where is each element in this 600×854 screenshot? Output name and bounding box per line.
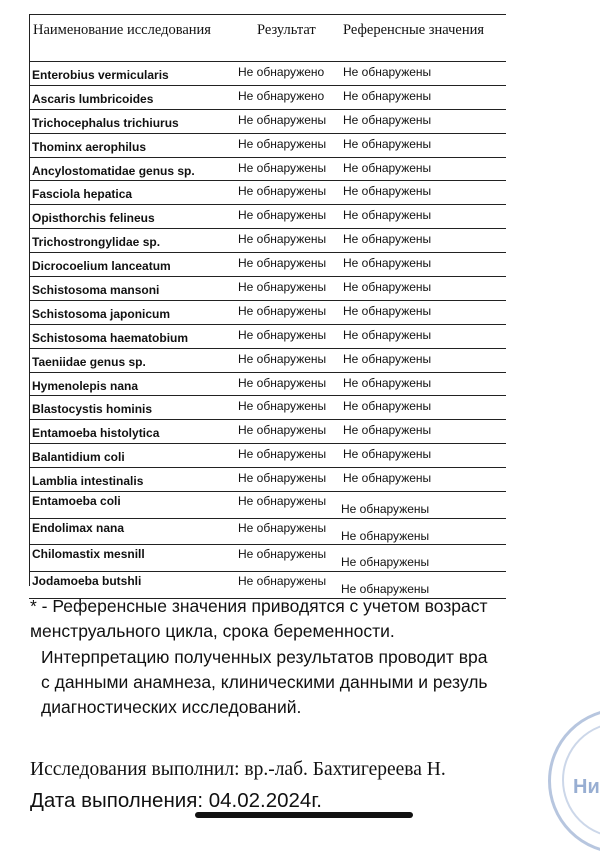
cell-result: Не обнаружены [238, 112, 327, 127]
cell-reference: Не обнаружены [343, 208, 432, 223]
cell-result: Не обнаружены [238, 574, 327, 589]
cell-reference: Не обнаружены [343, 447, 432, 462]
cell-name: Blastocystis hominis [32, 402, 153, 417]
cell-reference: Не обнаружены [341, 528, 430, 543]
cell-result: Не обнаружены [238, 184, 327, 199]
cell-reference: Не обнаружены [343, 160, 432, 175]
footnote-line-1: * - Референсные значения приводятся с учетом возраст [30, 596, 488, 616]
header-result: Результат [257, 22, 316, 38]
cell-reference: Не обнаружены [343, 136, 432, 151]
cell-name: Entamoeba coli [32, 494, 121, 509]
cell-result: Не обнаружены [238, 208, 327, 223]
cell-reference: Не обнаружены [343, 471, 432, 486]
cell-reference: Не обнаружены [341, 555, 430, 570]
cell-name: Balantidium coli [32, 450, 125, 465]
cell-reference: Не обнаружены [341, 582, 430, 597]
cell-result: Не обнаружены [238, 136, 327, 151]
interpretation-line-1: Интерпретацию полученных результатов проводит вра [41, 647, 488, 667]
cell-name: Chilomastix mesnill [32, 547, 145, 562]
stamp-text: Ни [573, 776, 600, 798]
cell-result: Не обнаружены [238, 351, 327, 366]
cell-result: Не обнаружены [238, 494, 327, 509]
table-row [29, 492, 506, 519]
cell-result: Не обнаружены [238, 423, 327, 438]
cell-reference: Не обнаружены [343, 280, 432, 295]
performer-line: Исследования выполнил: вр.-лаб. Бахтигереева Н. [30, 759, 446, 780]
cell-reference: Не обнаружены [343, 184, 432, 199]
table-row [29, 110, 506, 134]
cell-result: Не обнаружены [238, 547, 327, 562]
table-row [29, 277, 506, 301]
date-line: Дата выполнения: 04.02.2024г. [30, 789, 322, 812]
table-row [29, 205, 506, 229]
cell-reference: Не обнаружены [343, 112, 432, 127]
cell-name: Trichocephalus trichiurus [32, 115, 179, 130]
cell-result: Не обнаружено [238, 65, 325, 79]
cell-reference: Не обнаружены [343, 327, 432, 342]
cell-reference: Не обнаружены [343, 351, 432, 366]
interpretation-note [41, 645, 488, 720]
table-row [29, 253, 506, 277]
cell-name: Jodamoeba butshli [32, 574, 142, 589]
cell-reference: Не обнаружены [343, 375, 432, 390]
table-row [29, 396, 506, 420]
cell-name: Entamoeba histolytica [32, 426, 160, 441]
cell-name: Fasciola hepatica [32, 187, 133, 202]
table-row [29, 373, 506, 397]
table-row [29, 468, 506, 492]
table-row [29, 86, 506, 110]
cell-result: Не обнаружены [238, 256, 327, 271]
cell-name: Trichostrongylidae sp. [32, 235, 161, 250]
cell-name: Opisthorchis felineus [32, 211, 155, 226]
cell-reference: Не обнаружены [343, 399, 432, 414]
table-row [29, 62, 506, 86]
table-row [29, 134, 506, 158]
cell-reference: Не обнаружены [343, 232, 432, 247]
cell-name: Enterobius vermicularis [32, 68, 169, 82]
cell-reference: Не обнаружены [343, 256, 432, 271]
cell-reference: Не обнаружены [343, 65, 432, 79]
cell-name: Dicrocoelium lanceatum [32, 259, 171, 274]
cell-result: Не обнаружены [238, 375, 327, 390]
results-table [29, 14, 506, 599]
cell-result: Не обнаружены [238, 399, 327, 414]
interpretation-line-2: с данными анамнеза, клиническими данными и резуль [41, 672, 488, 692]
table-header [29, 14, 506, 62]
cell-reference: Не обнаружены [341, 502, 430, 517]
table-row [29, 444, 506, 468]
cell-reference: Не обнаружены [343, 303, 432, 318]
interpretation-line-3: диагностических исследований. [41, 697, 302, 717]
table-row [29, 519, 506, 546]
header-reference: Референсные значения [343, 22, 485, 38]
table-body [29, 62, 506, 599]
cell-name: Ascaris lumbricoides [32, 91, 154, 106]
cell-name: Schistosoma haematobium [32, 330, 189, 345]
table-row [29, 229, 506, 253]
cell-name: Schistosoma mansoni [32, 283, 160, 298]
cell-result: Не обнаружено [238, 88, 325, 103]
footnote [30, 594, 488, 644]
cell-result: Не обнаружены [238, 160, 327, 175]
table-row [29, 158, 506, 182]
table-row [29, 301, 506, 325]
header-name: Наименование исследования [33, 22, 211, 38]
date-underline [195, 812, 413, 818]
table-row [29, 545, 506, 572]
footnote-line-2: менструального цикла, срока беременности. [30, 621, 395, 641]
cell-result: Не обнаружены [238, 471, 327, 486]
cell-name: Ancylostomatidae genus sp. [32, 163, 195, 178]
cell-result: Не обнаружены [238, 303, 327, 318]
cell-name: Hymenolepis nana [32, 378, 139, 393]
table-left-border [29, 14, 30, 586]
cell-result: Не обнаружены [238, 232, 327, 247]
cell-result: Не обнаружены [238, 280, 327, 295]
cell-name: Schistosoma japonicum [32, 306, 171, 321]
table-row [29, 349, 506, 373]
cell-reference: Не обнаружены [343, 88, 432, 103]
cell-name: Taeniidae genus sp. [32, 354, 146, 369]
cell-reference: Не обнаружены [343, 423, 432, 438]
cell-result: Не обнаружены [238, 447, 327, 462]
cell-result: Не обнаружены [238, 520, 327, 535]
table-row [29, 325, 506, 349]
cell-name: Thominx aerophilus [32, 139, 147, 154]
cell-name: Lamblia intestinalis [32, 474, 144, 489]
table-row [29, 181, 506, 205]
cell-result: Не обнаружены [238, 327, 327, 342]
cell-name: Endolimax nana [32, 520, 125, 535]
table-row [29, 420, 506, 444]
